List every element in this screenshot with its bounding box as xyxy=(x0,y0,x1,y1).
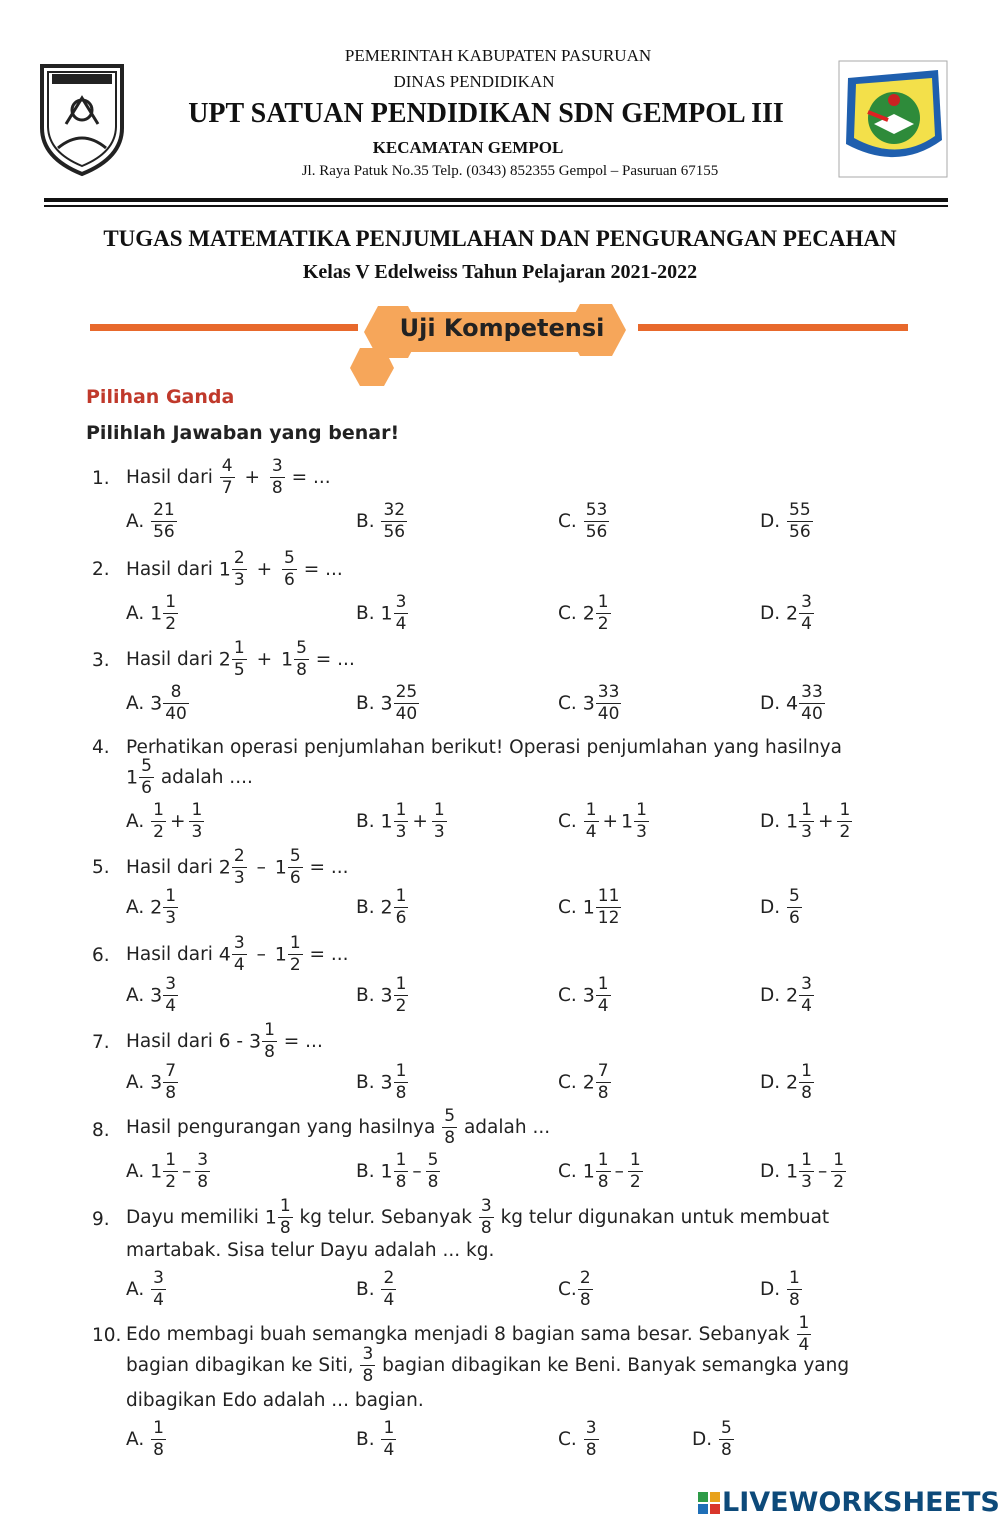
q8-option-b[interactable]: B. 1 $\frac{1}{8}$ – $\frac{5}{8}$ xyxy=(356,1150,439,1192)
banner-hexagons xyxy=(350,298,650,388)
school-name: UPT SATUAN PENDIDIKAN SDN GEMPOL III xyxy=(188,98,784,129)
banner-line-right xyxy=(638,324,908,331)
q1-number: 1. xyxy=(92,468,110,489)
q6-option-d[interactable]: D. 2 $\frac{3}{4}$ xyxy=(760,974,812,1016)
section-instruction: Pilihlah Jawaban yang benar! xyxy=(86,422,400,444)
q5-option-a[interactable]: A. 2 $\frac{1}{3}$ xyxy=(126,886,177,928)
district-name: KECAMATAN GEMPOL xyxy=(372,138,564,157)
q1-option-c[interactable]: C. $\frac{53}{56}$ xyxy=(558,500,608,542)
header-line2: DINAS PENDIDIKAN xyxy=(393,72,555,91)
q9-option-b[interactable]: B. $\frac{2}{4}$ xyxy=(356,1268,395,1310)
header-rule-thick xyxy=(44,198,948,202)
q9-line2: martabak. Sisa telur Dayu adalah ... kg. xyxy=(126,1240,495,1261)
q10-line1: Edo membagi buah semangka menjadi 8 bagian sama besar. Sebanyak $\frac{1}{4}$ xyxy=(126,1313,810,1355)
q5-number: 5. xyxy=(92,857,110,878)
q1-option-a[interactable]: A. $\frac{21}{56}$ xyxy=(126,500,175,542)
q4-option-a[interactable]: A. $\frac{1}{2}$ + $\frac{1}{3}$ xyxy=(126,800,203,842)
q2-stem: Hasil dari 1 $\frac{2}{3}$ + $\frac{5}{6}$ = ... xyxy=(126,548,343,590)
q1-frac2: $\frac{3}{8}$ xyxy=(271,456,283,498)
q7-option-b[interactable]: B. 3 $\frac{1}{8}$ xyxy=(356,1061,407,1103)
q1-option-b[interactable]: B. $\frac{32}{56}$ xyxy=(356,500,406,542)
q4-number: 4. xyxy=(92,737,110,758)
q2-number: 2. xyxy=(92,559,110,580)
logo-right xyxy=(838,60,948,178)
q3-option-d[interactable]: D. 4 $\frac{33}{40}$ xyxy=(760,682,823,724)
q3-option-b[interactable]: B. 3 $\frac{25}{40}$ xyxy=(356,682,418,724)
q3-option-a[interactable]: A. 3 $\frac{8}{40}$ xyxy=(126,682,187,724)
worksheet-title: TUGAS MATEMATIKA PENJUMLAHAN DAN PENGURANGAN PECAHAN xyxy=(103,226,897,251)
q8-option-d[interactable]: D. 1 $\frac{1}{3}$ – $\frac{1}{2}$ xyxy=(760,1150,845,1192)
q5-option-c[interactable]: C. 1 $\frac{11}{12}$ xyxy=(558,886,620,928)
header-rule-thin xyxy=(44,205,948,207)
q4-text1: Perhatikan operasi penjumlahan berikut! Operasi penjumlahan yang hasilnya xyxy=(126,737,842,758)
q7-number: 7. xyxy=(92,1032,110,1053)
q8-option-c[interactable]: C. 1 $\frac{1}{8}$ – $\frac{1}{2}$ xyxy=(558,1150,641,1192)
q6-option-b[interactable]: B. 3 $\frac{1}{2}$ xyxy=(356,974,407,1016)
liveworksheets-brand[interactable]: LIVEWORKSHEETS xyxy=(722,1487,1000,1518)
q6-option-c[interactable]: C. 3 $\frac{1}{4}$ xyxy=(558,974,609,1016)
q1-pre: Hasil dari xyxy=(126,467,213,488)
q3-number: 3. xyxy=(92,650,110,671)
q7-option-c[interactable]: C. 2 $\frac{7}{8}$ xyxy=(558,1061,609,1103)
q4-option-d[interactable]: D. 1 $\frac{1}{3}$ + $\frac{1}{2}$ xyxy=(760,800,851,842)
q2-option-c[interactable]: C. 2 $\frac{1}{2}$ xyxy=(558,592,609,634)
q4-option-c[interactable]: C. $\frac{1}{4}$ + 1 $\frac{1}{3}$ xyxy=(558,800,647,842)
q1-stem xyxy=(126,458,331,497)
q7-option-d[interactable]: D. 2 $\frac{1}{8}$ xyxy=(760,1061,812,1103)
banner-line-left xyxy=(90,324,358,331)
q1-op: + xyxy=(244,467,260,488)
q10-line2: bagian dibagikan ke Siti, $\frac{3}{8}$ bagian dibagikan ke Beni. Banyak semangka yang xyxy=(126,1344,850,1386)
q9-option-d[interactable]: D. $\frac{1}{8}$ xyxy=(760,1268,800,1310)
header-line1: PEMERINTAH KABUPATEN PASURUAN xyxy=(344,46,652,65)
q9-option-a[interactable]: A. $\frac{3}{4}$ xyxy=(126,1268,164,1310)
q8-stem: Hasil pengurangan yang hasilnya $\frac{5}{8}$ adalah ... xyxy=(126,1106,551,1148)
q9-line1: Dayu memiliki 1 $\frac{1}{8}$ kg telur. Sebanyak $\frac{3}{8}$ kg telur digunakan untuk membuat xyxy=(126,1196,830,1238)
q5-stem: Hasil dari 2 $\frac{2}{3}$ – 1 $\frac{5}{6}$ = ... xyxy=(126,846,349,888)
q1-frac1: $\frac{4}{7}$ xyxy=(221,456,233,498)
q1-option-d[interactable]: D. $\frac{55}{56}$ xyxy=(760,500,811,542)
q4-option-b[interactable]: B. 1 $\frac{1}{3}$ + $\frac{1}{3}$ xyxy=(356,800,445,842)
q10-option-d[interactable]: D. $\frac{5}{8}$ xyxy=(692,1418,732,1460)
school-address: Jl. Raya Patuk No.35 Telp. (0343) 852355 Gempol – Pasuruan 67155 xyxy=(301,163,719,179)
q2-option-a[interactable]: A. 1 $\frac{1}{2}$ xyxy=(126,592,177,634)
q7-stem: Hasil dari 6 - 3 $\frac{1}{8}$ = ... xyxy=(126,1020,323,1062)
q10-number: 10. xyxy=(92,1325,122,1346)
q3-option-c[interactable]: C. 3 $\frac{33}{40}$ xyxy=(558,682,620,724)
q8-number: 8. xyxy=(92,1120,110,1141)
q9-number: 9. xyxy=(92,1209,110,1230)
worksheet-subtitle: Kelas V Edelweiss Tahun Pelajaran 2021-2022 xyxy=(302,261,698,283)
q10-line3: dibagikan Edo adalah ... bagian. xyxy=(126,1390,424,1411)
q4-text2-line: 1 $\frac{5}{6}$ adalah .... xyxy=(126,756,253,798)
q6-option-a[interactable]: A. 3 $\frac{3}{4}$ xyxy=(126,974,177,1016)
q8-option-a[interactable]: A. 1 $\frac{1}{2}$ – $\frac{3}{8}$ xyxy=(126,1150,209,1192)
q5-option-b[interactable]: B. 2 $\frac{1}{6}$ xyxy=(356,886,407,928)
q1-post: = ... xyxy=(291,467,331,488)
q6-stem: Hasil dari 4 $\frac{3}{4}$ – 1 $\frac{1}{2}$ = ... xyxy=(126,933,349,975)
q10-option-a[interactable]: A. $\frac{1}{8}$ xyxy=(126,1418,164,1460)
q10-option-c[interactable]: C. $\frac{3}{8}$ xyxy=(558,1418,597,1460)
q9-option-c[interactable]: C. $\frac{2}{8}$ xyxy=(558,1268,591,1310)
banner-label: Uji Kompetensi xyxy=(399,314,605,342)
q6-number: 6. xyxy=(92,945,110,966)
q5-option-d[interactable]: D. $\frac{5}{6}$ xyxy=(760,886,800,928)
liveworksheets-logo-icon xyxy=(698,1492,720,1514)
q3-stem: Hasil dari 2 $\frac{1}{5}$ + 1 $\frac{5}{8}$ = ... xyxy=(126,638,355,680)
q2-option-b[interactable]: B. 1 $\frac{3}{4}$ xyxy=(356,592,407,634)
q2-option-d[interactable]: D. 2 $\frac{3}{4}$ xyxy=(760,592,812,634)
q7-option-a[interactable]: A. 3 $\frac{7}{8}$ xyxy=(126,1061,177,1103)
section-title: Pilihan Ganda xyxy=(86,386,235,408)
q10-option-b[interactable]: B. $\frac{1}{4}$ xyxy=(356,1418,395,1460)
